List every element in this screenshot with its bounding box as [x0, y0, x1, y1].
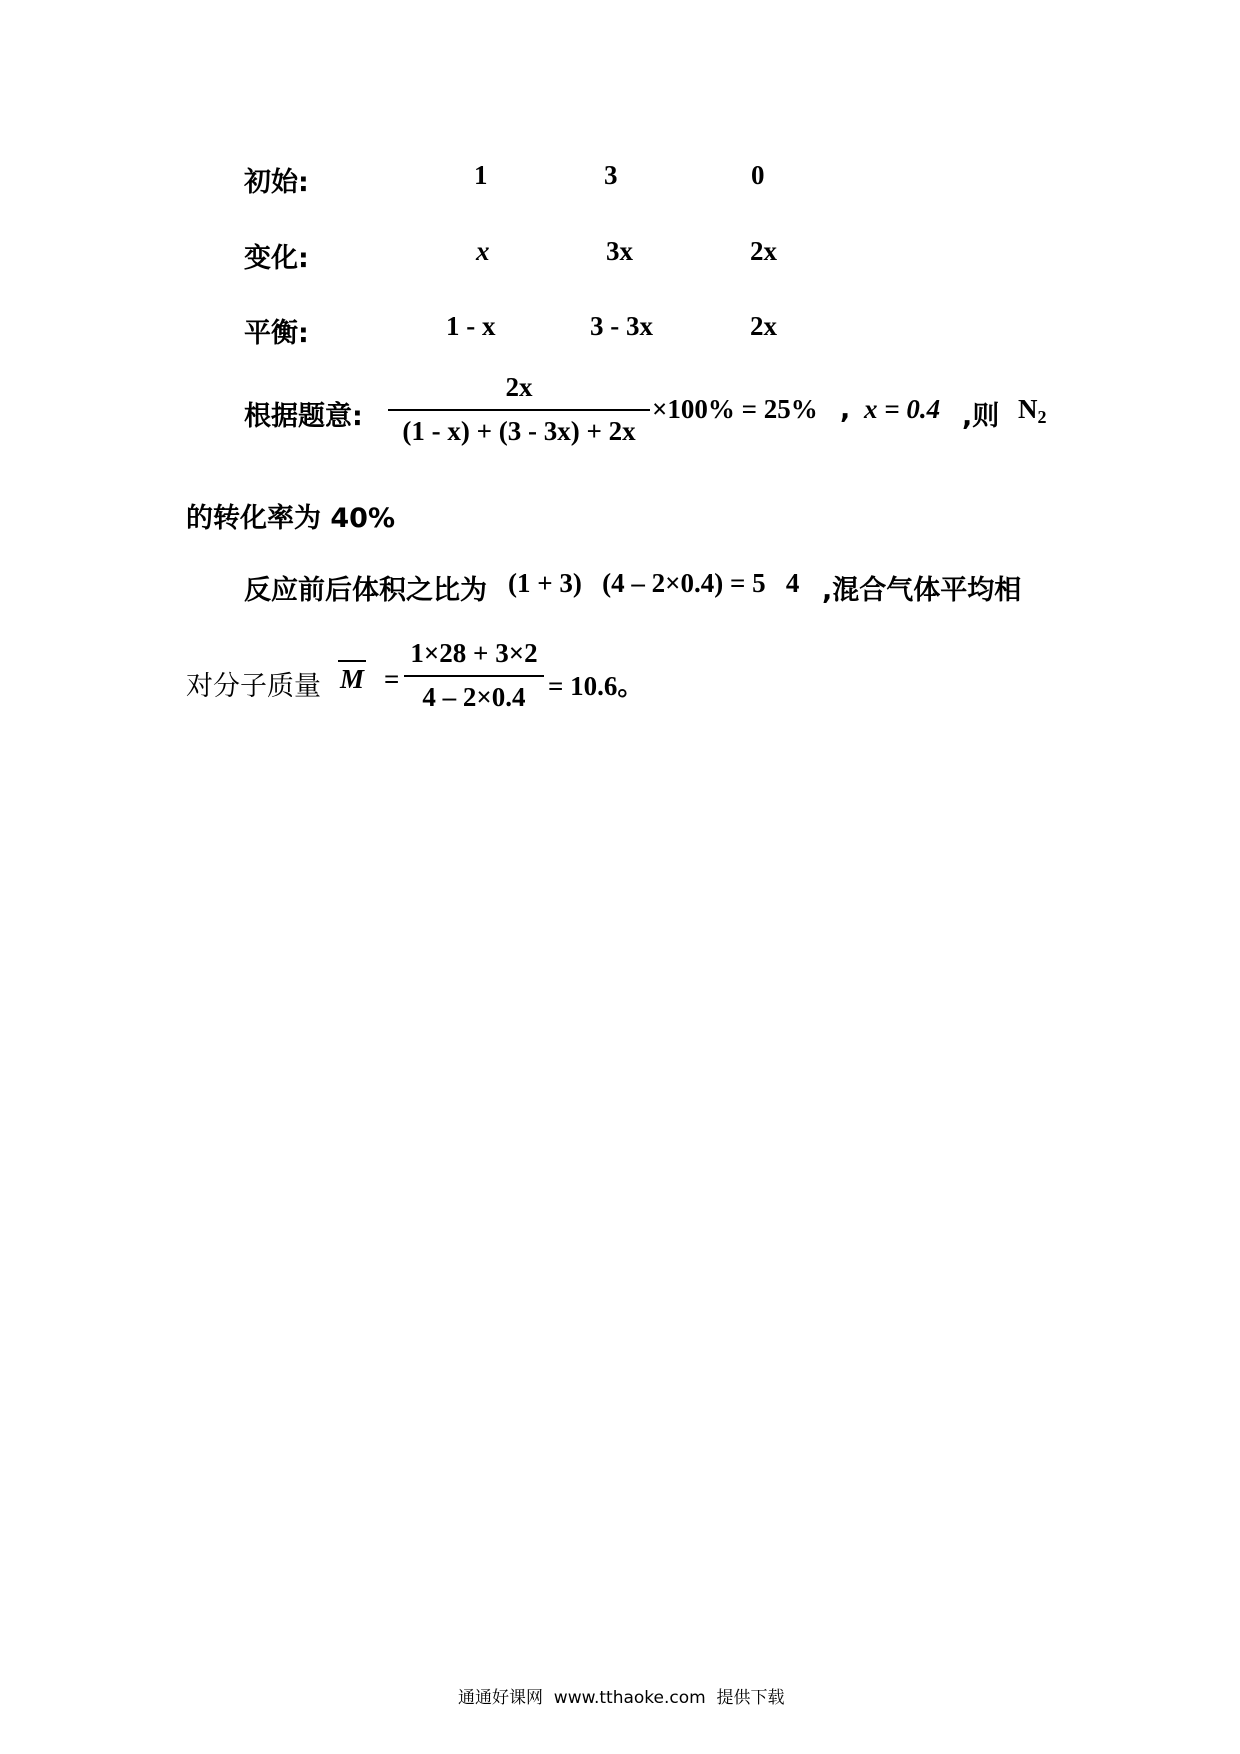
eq1-line2: 的转化率为 40% — [186, 503, 396, 534]
row-initial-c2: 3 — [604, 160, 618, 190]
para2-expr: (1 + 3) (4 – 2×0.4) = 5 4 — [508, 568, 800, 598]
eq2-fraction-bar — [404, 675, 544, 677]
row-equilibrium-c3: 2x — [750, 311, 777, 341]
eq2-symbol: M — [338, 660, 366, 695]
eq1-fraction-bar — [388, 409, 650, 411]
row-initial-c3: 0 — [751, 160, 765, 190]
row-label-equilibrium: 平衡: — [244, 318, 309, 349]
row-equilibrium-c2: 3 - 3x — [590, 311, 653, 341]
eq1-x-value: x = 0.4 — [864, 394, 941, 424]
eq2-eq: = — [384, 664, 400, 694]
eq1-n2 — [1018, 394, 1047, 428]
para2-text-a: 反应前后体积之比为 — [244, 575, 487, 606]
eq1-numerator: 2x — [505, 372, 533, 402]
eq2-result: = 10.6。 — [548, 671, 645, 701]
row-change-c2: 3x — [606, 236, 633, 266]
eq2-fraction — [404, 638, 544, 718]
row-change-c3: 2x — [750, 236, 777, 266]
row-label-initial: 初始: — [244, 167, 309, 198]
eq1-suffix: ×100% = 25% — [652, 394, 818, 424]
eq1-sep2: ,则 — [962, 401, 1000, 432]
eq1-prefix: 根据题意: — [244, 401, 363, 432]
eq1-fraction — [388, 372, 650, 452]
page-footer: 通通好课网 www.tthaoke.com 提供下载 — [458, 1688, 785, 1708]
eq2-numerator: 1×28 + 3×2 — [410, 638, 538, 668]
row-change-c1: x — [476, 236, 490, 266]
eq1-denominator: (1 - x) + (3 - 3x) + 2x — [402, 416, 636, 446]
eq1-n2-subscript: 2 — [1037, 407, 1047, 427]
row-label-change: 变化: — [244, 243, 309, 274]
eq1-n2-symbol: N — [1018, 394, 1038, 424]
row-equilibrium-c1: 1 - x — [446, 311, 496, 341]
eq1-sep1: , — [840, 394, 851, 425]
para2-text-b: ,混合气体平均相 — [822, 575, 1022, 606]
eq2-prefix: 对分子质量 — [186, 671, 321, 702]
eq2-denominator: 4 – 2×0.4 — [422, 682, 526, 712]
row-initial-c1: 1 — [474, 160, 488, 190]
